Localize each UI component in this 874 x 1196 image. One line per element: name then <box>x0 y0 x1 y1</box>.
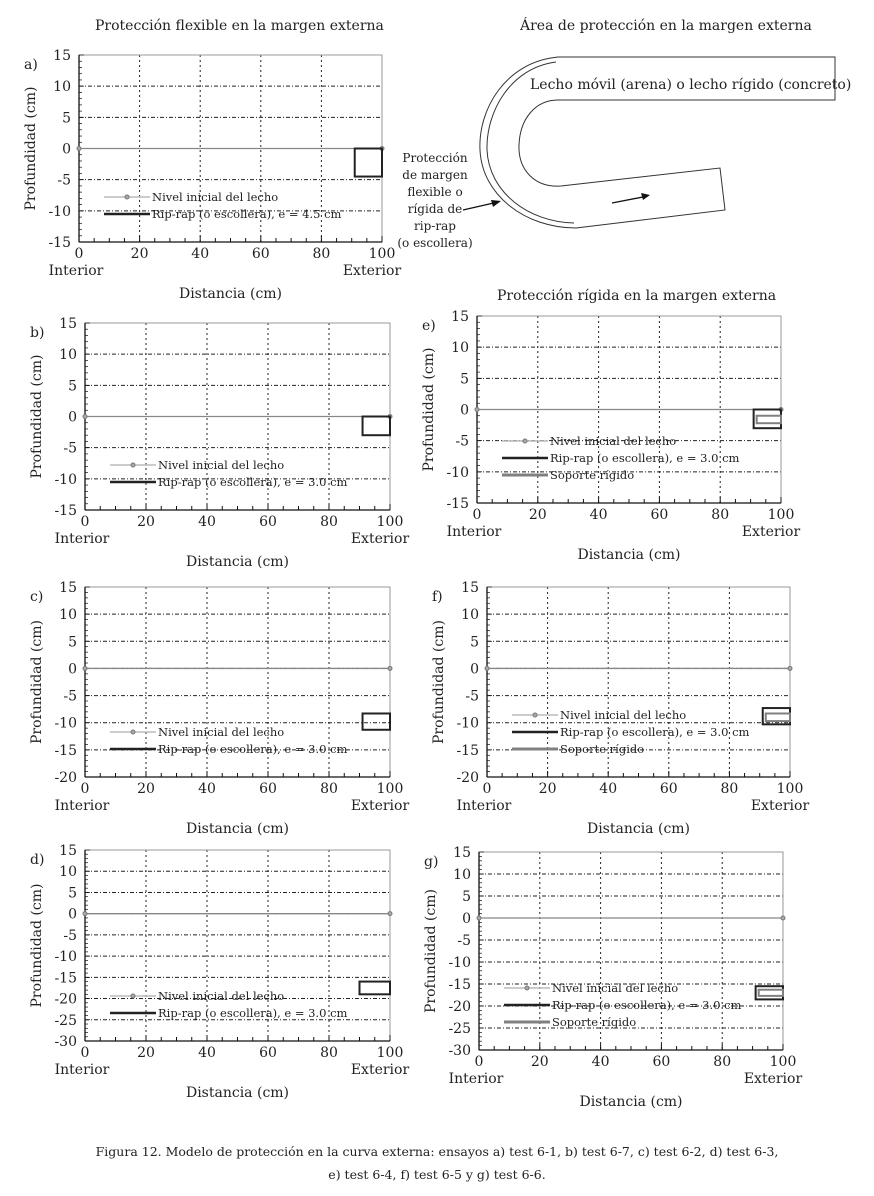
x-tick-label: 20 <box>137 514 155 530</box>
panel-label: g) <box>424 854 439 870</box>
x-axis-label: Distancia (cm) <box>579 1094 683 1110</box>
y-tick-label: 10 <box>59 864 77 881</box>
panel-label: c) <box>30 589 44 605</box>
x-tick-label: 60 <box>251 246 270 262</box>
x-tick-label: 100 <box>769 1054 797 1070</box>
y-tick-label: 10 <box>59 607 77 624</box>
legend-label-initial_bed: Nivel inicial del lecho <box>560 708 687 722</box>
x-tick-label: 40 <box>198 781 216 797</box>
y-axis-label: Profundidad (cm) <box>29 354 45 479</box>
y-tick-label: -15 <box>456 742 479 759</box>
y-tick-label: -10 <box>448 955 471 971</box>
y-tick-label: -10 <box>48 203 71 220</box>
x-tick-label: 0 <box>482 781 492 797</box>
x-tick-label: 60 <box>659 781 678 797</box>
x-left-label: Interior <box>54 798 110 814</box>
y-axis-label: Profundidad (cm) <box>23 86 39 211</box>
y-tick-label: -15 <box>448 977 471 993</box>
y-tick-label: 10 <box>453 867 471 883</box>
x-tick-label: 40 <box>591 1054 610 1070</box>
y-tick-label: -15 <box>54 742 77 759</box>
protection-label-line: de margen <box>402 168 468 182</box>
x-tick-label: 0 <box>80 1045 90 1061</box>
y-axis-label: Profundidad (cm) <box>421 347 437 472</box>
x-right-label: Exterior <box>741 524 801 540</box>
y-tick-label: 15 <box>59 316 77 332</box>
x-tick-label: 100 <box>767 507 795 523</box>
x-left-label: Interior <box>448 1071 504 1087</box>
x-tick-label: 80 <box>720 781 739 797</box>
x-axis-label: Distancia (cm) <box>185 1085 290 1101</box>
x-tick-label: 80 <box>312 246 331 262</box>
y-tick-label: -15 <box>446 496 469 512</box>
legend-label-riprap: Rip-rap (o escollera), e = 3.0 cm <box>158 742 348 756</box>
x-tick-label: 0 <box>472 507 482 523</box>
legend-label-initial_bed: Nivel inicial del lecho <box>550 434 677 448</box>
x-tick-label: 100 <box>376 514 404 530</box>
title-area: Área de protección en la margen externa <box>520 18 812 34</box>
caption-line-1: Figura 12. Modelo de protección en la curva externa: ensayos a) test 6-1, b) test 6-7, c) test 6-2, d) test 6-3, <box>95 1144 779 1159</box>
y-tick-label: 5 <box>68 378 77 395</box>
x-left-label: Interior <box>456 798 512 814</box>
y-tick-label: 15 <box>59 843 77 859</box>
y-tick-label: 0 <box>462 911 471 927</box>
x-right-label: Exterior <box>350 531 410 547</box>
x-tick-label: 80 <box>713 1054 732 1070</box>
x-right-label: Exterior <box>350 798 410 814</box>
x-axis-label: Distancia (cm) <box>185 554 290 570</box>
x-tick-label: 20 <box>538 781 557 797</box>
x-tick-label: 0 <box>74 246 84 262</box>
x-tick-label: 80 <box>320 781 338 797</box>
x-tick-label: 100 <box>376 781 404 797</box>
x-left-label: Interior <box>48 263 104 279</box>
y-axis-label: Profundidad (cm) <box>29 883 45 1008</box>
y-tick-label: 15 <box>59 580 77 596</box>
y-tick-label: -10 <box>54 949 77 966</box>
x-tick-label: 40 <box>198 514 216 530</box>
protection-label-line: Protección <box>402 151 468 165</box>
legend-label-initial_bed: Nivel inicial del lecho <box>158 458 285 472</box>
x-axis-label: Distancia (cm) <box>178 286 283 302</box>
y-tick-label: -20 <box>54 770 77 786</box>
y-tick-label: -20 <box>54 991 77 1008</box>
x-tick-label: 20 <box>130 246 149 262</box>
y-tick-label: -15 <box>54 970 77 987</box>
legend-label-initial_bed: Nivel inicial del lecho <box>152 190 279 204</box>
x-axis-label: Distancia (cm) <box>185 821 290 837</box>
y-tick-label: -20 <box>456 770 479 786</box>
y-tick-label: 10 <box>461 607 479 624</box>
bed-marker <box>477 916 481 920</box>
x-right-label: Exterior <box>750 798 810 814</box>
protection-label-line: rígida de <box>407 202 463 216</box>
bed-label: Lecho móvil (arena) o lecho rígido (concreto) <box>530 77 852 93</box>
x-tick-label: 80 <box>320 1045 338 1061</box>
y-tick-label: -15 <box>48 235 71 251</box>
y-tick-label: -10 <box>456 715 479 732</box>
x-tick-label: 0 <box>80 781 90 797</box>
panel-label: b) <box>30 325 45 341</box>
x-tick-label: 40 <box>198 1045 216 1061</box>
legend-label-riprap: Rip-rap (o escollera), e = 3.0 cm <box>550 451 740 465</box>
y-tick-label: 5 <box>470 634 479 651</box>
y-tick-label: 5 <box>62 110 71 127</box>
support-box <box>759 990 783 996</box>
x-tick-label: 0 <box>80 514 90 530</box>
y-tick-label: -20 <box>448 999 471 1015</box>
y-tick-label: 10 <box>59 347 77 364</box>
x-tick-label: 100 <box>368 246 396 262</box>
y-tick-label: -30 <box>54 1034 77 1050</box>
y-tick-label: 0 <box>68 409 77 426</box>
x-right-label: Exterior <box>743 1071 803 1087</box>
x-left-label: Interior <box>54 1062 110 1078</box>
x-tick-label: 40 <box>191 246 210 262</box>
y-tick-label: 5 <box>462 889 471 905</box>
y-tick-label: -5 <box>63 440 77 457</box>
x-right-label: Exterior <box>350 1062 410 1078</box>
y-axis-label: Profundidad (cm) <box>431 620 447 744</box>
y-tick-label: 0 <box>470 661 479 678</box>
legend-label-rigid_support: Soporte rígido <box>550 468 635 482</box>
x-tick-label: 60 <box>259 514 277 530</box>
bed-marker <box>781 916 785 920</box>
legend-label-rigid_support: Soporte rígido <box>552 1015 637 1029</box>
y-tick-label: 5 <box>68 634 77 651</box>
y-axis-label: Profundidad (cm) <box>423 889 439 1013</box>
x-tick-label: 20 <box>137 781 155 797</box>
x-tick-label: 60 <box>259 1045 277 1061</box>
panel-label: f) <box>432 589 443 605</box>
y-tick-label: -25 <box>448 1021 471 1037</box>
x-axis-label: Distancia (cm) <box>577 547 681 563</box>
y-tick-label: -15 <box>54 503 77 519</box>
x-tick-label: 20 <box>137 1045 155 1061</box>
y-tick-label: 15 <box>451 309 469 325</box>
protection-label-line: (o escollera) <box>397 236 473 250</box>
legend-label-riprap: Rip-rap (o escollera), e = 3.0 cm <box>552 998 742 1012</box>
legend-label-rigid_support: Soporte rígido <box>560 742 645 756</box>
y-tick-label: -30 <box>448 1043 471 1059</box>
x-tick-label: 20 <box>528 507 547 523</box>
y-tick-label: -5 <box>57 172 71 189</box>
title-rigid: Protección rígida en la margen externa <box>497 288 777 304</box>
y-tick-label: -5 <box>457 933 471 949</box>
y-tick-label: -5 <box>63 688 77 705</box>
panel-label: a) <box>24 57 38 73</box>
x-tick-label: 20 <box>530 1054 549 1070</box>
x-tick-label: 60 <box>650 507 669 523</box>
panel-label: d) <box>30 852 45 868</box>
x-tick-label: 0 <box>474 1054 484 1070</box>
legend-label-initial_bed: Nivel inicial del lecho <box>158 725 285 739</box>
x-left-label: Interior <box>446 524 502 540</box>
legend-label-initial_bed: Nivel inicial del lecho <box>552 981 679 995</box>
y-tick-label: 5 <box>460 371 469 388</box>
x-axis-label: Distancia (cm) <box>586 821 691 837</box>
x-tick-label: 80 <box>711 507 730 523</box>
legend-label-riprap: Rip-rap (o escollera), e = 3.0 cm <box>158 475 348 489</box>
x-left-label: Interior <box>54 531 110 547</box>
y-axis-label: Profundidad (cm) <box>29 620 45 744</box>
y-tick-label: -10 <box>446 464 469 481</box>
y-tick-label: 15 <box>461 580 479 596</box>
y-tick-label: -25 <box>54 1012 77 1029</box>
y-tick-label: 10 <box>53 79 71 96</box>
protection-label-line: flexible o <box>407 185 463 199</box>
y-tick-label: 5 <box>68 885 77 902</box>
panel-label: e) <box>422 318 436 334</box>
y-tick-label: -5 <box>63 927 77 944</box>
legend-label-riprap_a: Rip-rap (o escollera), e = 4.5 cm <box>152 207 342 221</box>
legend-label-initial_bed: Nivel inicial del lecho <box>158 989 285 1003</box>
caption-line-2: e) test 6-4, f) test 6-5 y g) test 6-6. <box>328 1167 546 1182</box>
protection-label-line: rip-rap <box>414 219 456 233</box>
y-tick-label: 0 <box>68 906 77 923</box>
x-tick-label: 100 <box>776 781 804 797</box>
x-tick-label: 100 <box>376 1045 404 1061</box>
legend-label-riprap: Rip-rap (o escollera), e = 3.0 cm <box>560 725 750 739</box>
y-tick-label: -10 <box>54 471 77 488</box>
y-tick-label: -5 <box>455 433 469 450</box>
title-flexible: Protección flexible en la margen externa <box>95 18 384 34</box>
x-tick-label: 80 <box>320 514 338 530</box>
legend-label-riprap: Rip-rap (o escollera), e = 3.0 cm <box>158 1006 348 1020</box>
y-tick-label: 15 <box>453 845 471 861</box>
x-tick-label: 60 <box>259 781 277 797</box>
y-tick-label: 15 <box>53 48 71 64</box>
x-tick-label: 40 <box>599 781 618 797</box>
y-tick-label: -10 <box>54 715 77 732</box>
legend-marker <box>525 986 529 990</box>
y-tick-label: -5 <box>465 688 479 705</box>
riprap-box <box>756 986 783 999</box>
x-tick-label: 40 <box>589 507 608 523</box>
y-tick-label: 0 <box>68 661 77 678</box>
y-tick-label: 0 <box>460 402 469 419</box>
x-right-label: Exterior <box>342 263 402 279</box>
y-tick-label: 10 <box>451 340 469 357</box>
y-tick-label: 0 <box>62 141 71 158</box>
x-tick-label: 60 <box>652 1054 671 1070</box>
